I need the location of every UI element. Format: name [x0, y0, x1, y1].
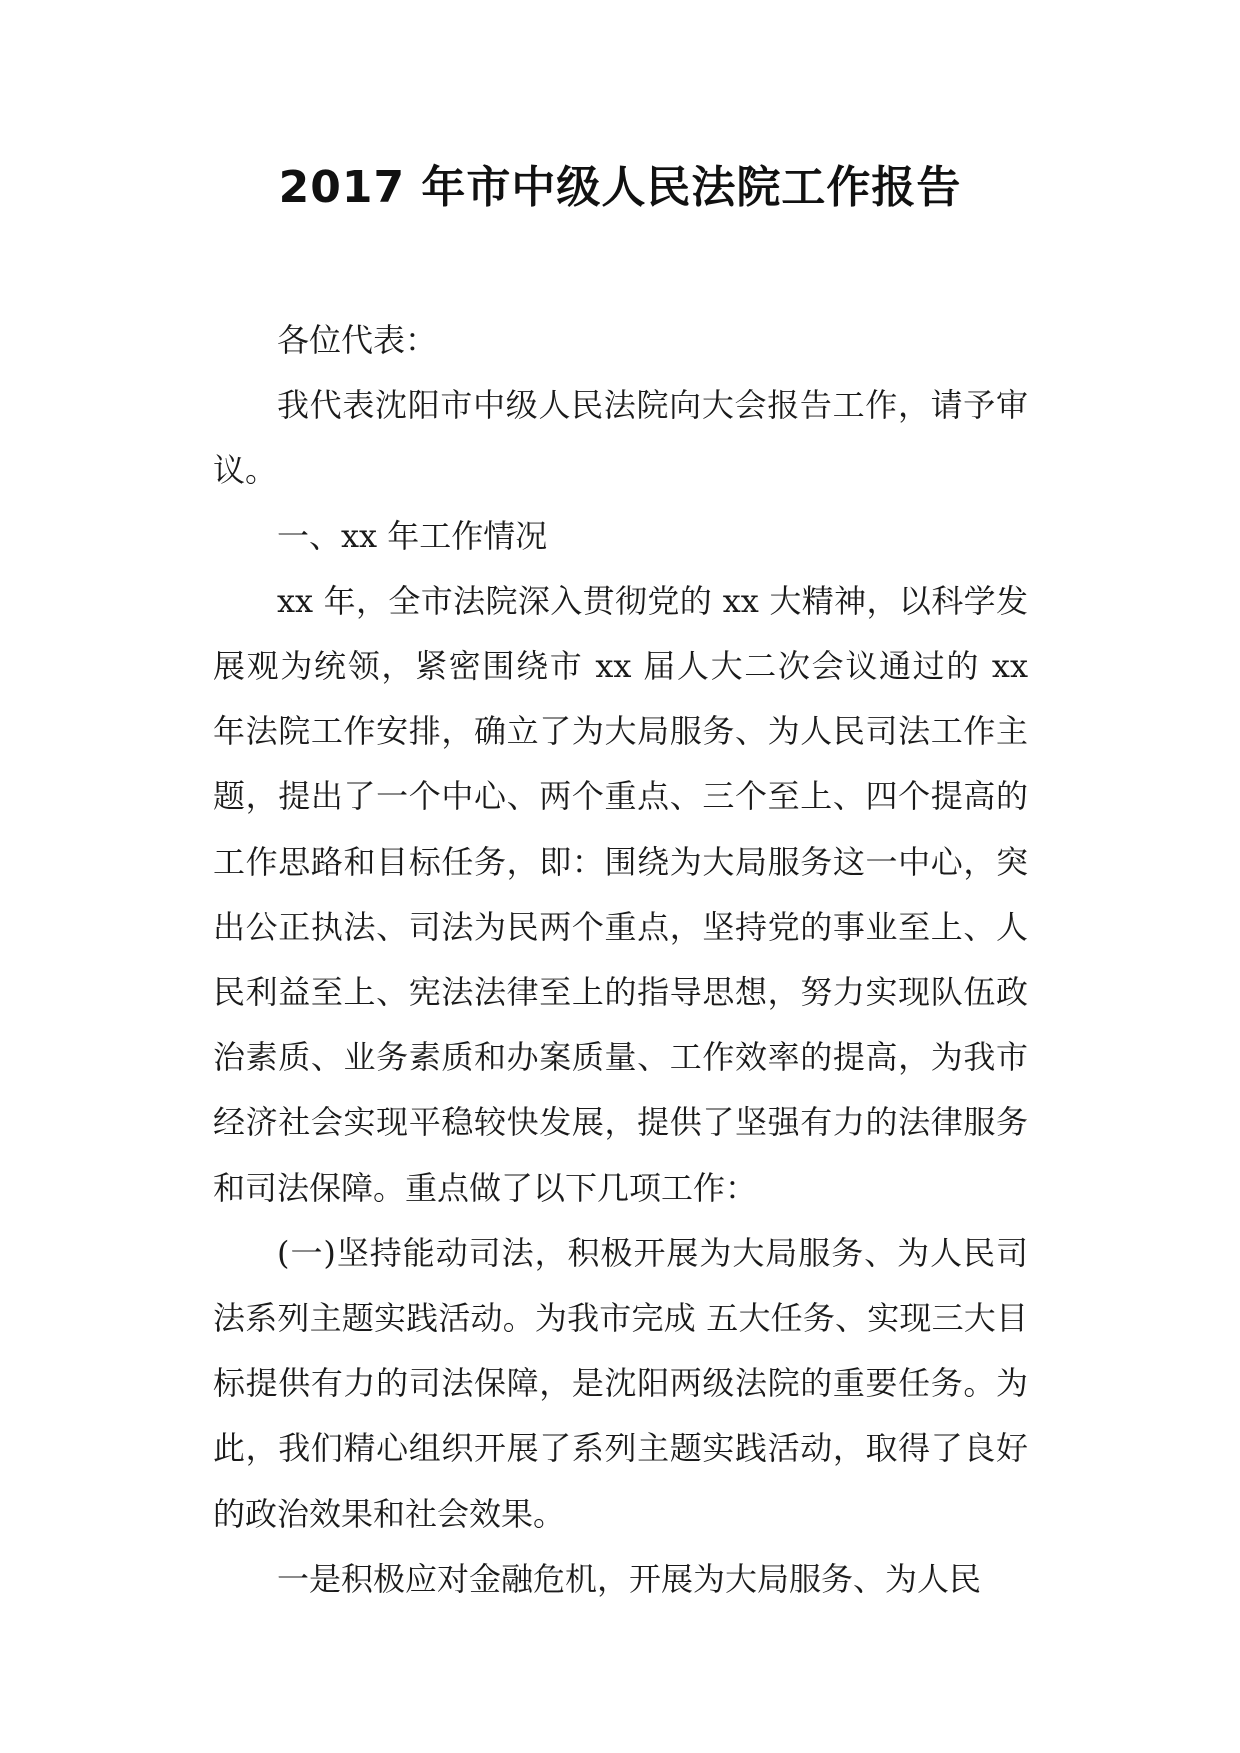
paragraph-intro: 我代表沈阳市中级人民法院向大会报告工作，请予审议。	[213, 386, 1028, 490]
paragraph-point-1: 一是积极应对金融危机，开展为大局服务、为人民	[277, 1559, 982, 1598]
paragraph-overview: xx 年，全市法院深入贯彻党的 xx 大精神，以科学发展观为统领，紧密围绕市 xx 届人大二次会议通过的 xx 年法院工作安排，确立了为大局服务、为人民司法工作主题，提出了一个中心、两个重点、三个至上、四个提高的工作思路和目标任务，即：围绕为大局服务这一中心，突出公正执法、司法为民两个重点，坚持党的事业至上、人民利益至上、宪法法律至上的指导思想，努力实现队伍政治素质、业务素质和办案质量、工作效率的提高，为我市经济社会实现平稳较快发展，提供了坚强有力的法律服务和司法保障。重点做了以下几项工作：	[213, 581, 1028, 1207]
paragraph-subsection-1: (一)坚持能动司法，积极开展为大局服务、为人民司法系列主题实践活动。为我市完成 五大任务、实现三大目标提供有力的司法保障，是沈阳两级法院的重要任务。为此，我们精心组织开展了系列主题实践活动，取得了良好的政治效果和社会效果。	[213, 1233, 1028, 1533]
document-title: 2017 年市中级人民法院工作报告	[278, 162, 962, 213]
section-heading: 一、xx 年工作情况	[277, 516, 548, 555]
paragraph-salutation: 各位代表：	[277, 321, 438, 359]
document-body	[213, 308, 1028, 1612]
